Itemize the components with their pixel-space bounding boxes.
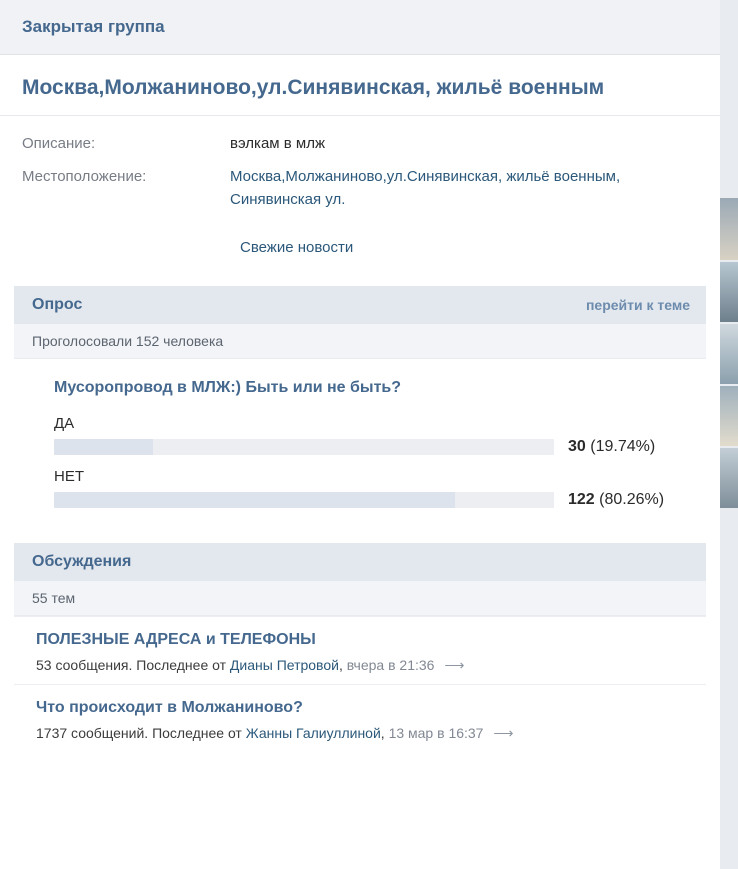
info-row-location <box>22 165 698 211</box>
discussions-header <box>14 543 706 581</box>
poll-answer-stats <box>568 438 655 456</box>
poll-question[interactable]: Мусоропровод в МЛЖ:) Быть или не быть? <box>54 379 402 396</box>
poll-answer-percent: (80.26%) <box>599 491 665 508</box>
topic-comma: , <box>338 657 343 673</box>
poll-answer-percent: (19.74%) <box>590 438 656 455</box>
topic-comma: , <box>380 725 385 741</box>
poll-answer-label: НЕТ <box>54 468 84 485</box>
photo-thumb[interactable] <box>720 324 738 384</box>
poll-header <box>14 286 706 324</box>
poll-answer-row <box>54 491 684 509</box>
poll-body <box>14 359 706 535</box>
poll-answer-yes <box>54 415 684 456</box>
topic-title[interactable]: Что происходит в Молжаниново? <box>36 699 303 716</box>
discussions-section-title: Обсуждения <box>32 553 132 570</box>
photo-thumb[interactable] <box>720 386 738 446</box>
topic-title[interactable]: ПОЛЕЗНЫЕ АДРЕСА и ТЕЛЕФОНЫ <box>36 631 316 648</box>
topic-meta <box>36 657 684 674</box>
poll-bar <box>54 439 554 455</box>
arrow-right-icon[interactable]: ⟶ <box>444 657 465 673</box>
list-item[interactable] <box>14 684 706 752</box>
photo-thumb[interactable] <box>720 198 738 260</box>
arrow-right-icon[interactable]: ⟶ <box>493 725 514 741</box>
poll-answer-row <box>54 438 684 456</box>
topic-meta <box>36 725 684 742</box>
page-title: Закрытая группа <box>22 17 165 36</box>
fresh-news-block <box>0 227 720 278</box>
right-photo-column <box>720 0 738 869</box>
info-value-location-link[interactable]: Москва,Молжаниново,ул.Синявинская, жильё военным, Синявинская ул. <box>230 168 621 208</box>
topic-date: вчера в 21:36 <box>346 657 435 673</box>
fresh-news-link[interactable]: Свежие новости <box>240 239 354 256</box>
info-row-description <box>22 132 698 155</box>
poll-answer-votes: 30 <box>568 438 586 455</box>
poll-goto-topic-link[interactable]: перейти к теме <box>585 297 690 313</box>
topic-author-link[interactable]: Дианы Петровой <box>229 657 339 673</box>
poll-answer-votes: 122 <box>568 491 595 508</box>
list-item[interactable] <box>14 616 706 684</box>
group-info-block <box>0 116 720 227</box>
group-title-block <box>0 55 720 116</box>
discussions-module <box>14 543 706 752</box>
info-label: Описание: <box>22 135 96 152</box>
poll-voters-count: Проголосовали 152 человека <box>14 324 706 359</box>
topic-date: 13 мар в 16:37 <box>388 725 484 741</box>
poll-answer-label: ДА <box>54 415 75 432</box>
discussions-count: 55 тем <box>14 581 706 616</box>
poll-module <box>14 286 706 535</box>
poll-answer-no <box>54 468 684 509</box>
poll-bar-fill <box>54 492 455 508</box>
info-label: Местоположение: <box>22 168 147 185</box>
photo-thumb[interactable] <box>720 448 738 508</box>
poll-bar <box>54 492 554 508</box>
poll-section-title: Опрос <box>32 296 83 313</box>
page-header <box>0 0 720 55</box>
info-value: вэлкам в млж <box>230 135 325 152</box>
topic-author-link[interactable]: Жанны Галиуллиной <box>245 725 381 741</box>
topic-messages-count: 53 сообщения. Последнее от <box>36 657 227 673</box>
poll-answer-stats <box>568 491 664 509</box>
group-name[interactable]: Москва,Молжаниново,ул.Синявинская, жильё военным <box>22 76 605 99</box>
poll-bar-fill <box>54 439 153 455</box>
photo-thumb[interactable] <box>720 262 738 322</box>
topic-messages-count: 1737 сообщений. Последнее от <box>36 725 242 741</box>
